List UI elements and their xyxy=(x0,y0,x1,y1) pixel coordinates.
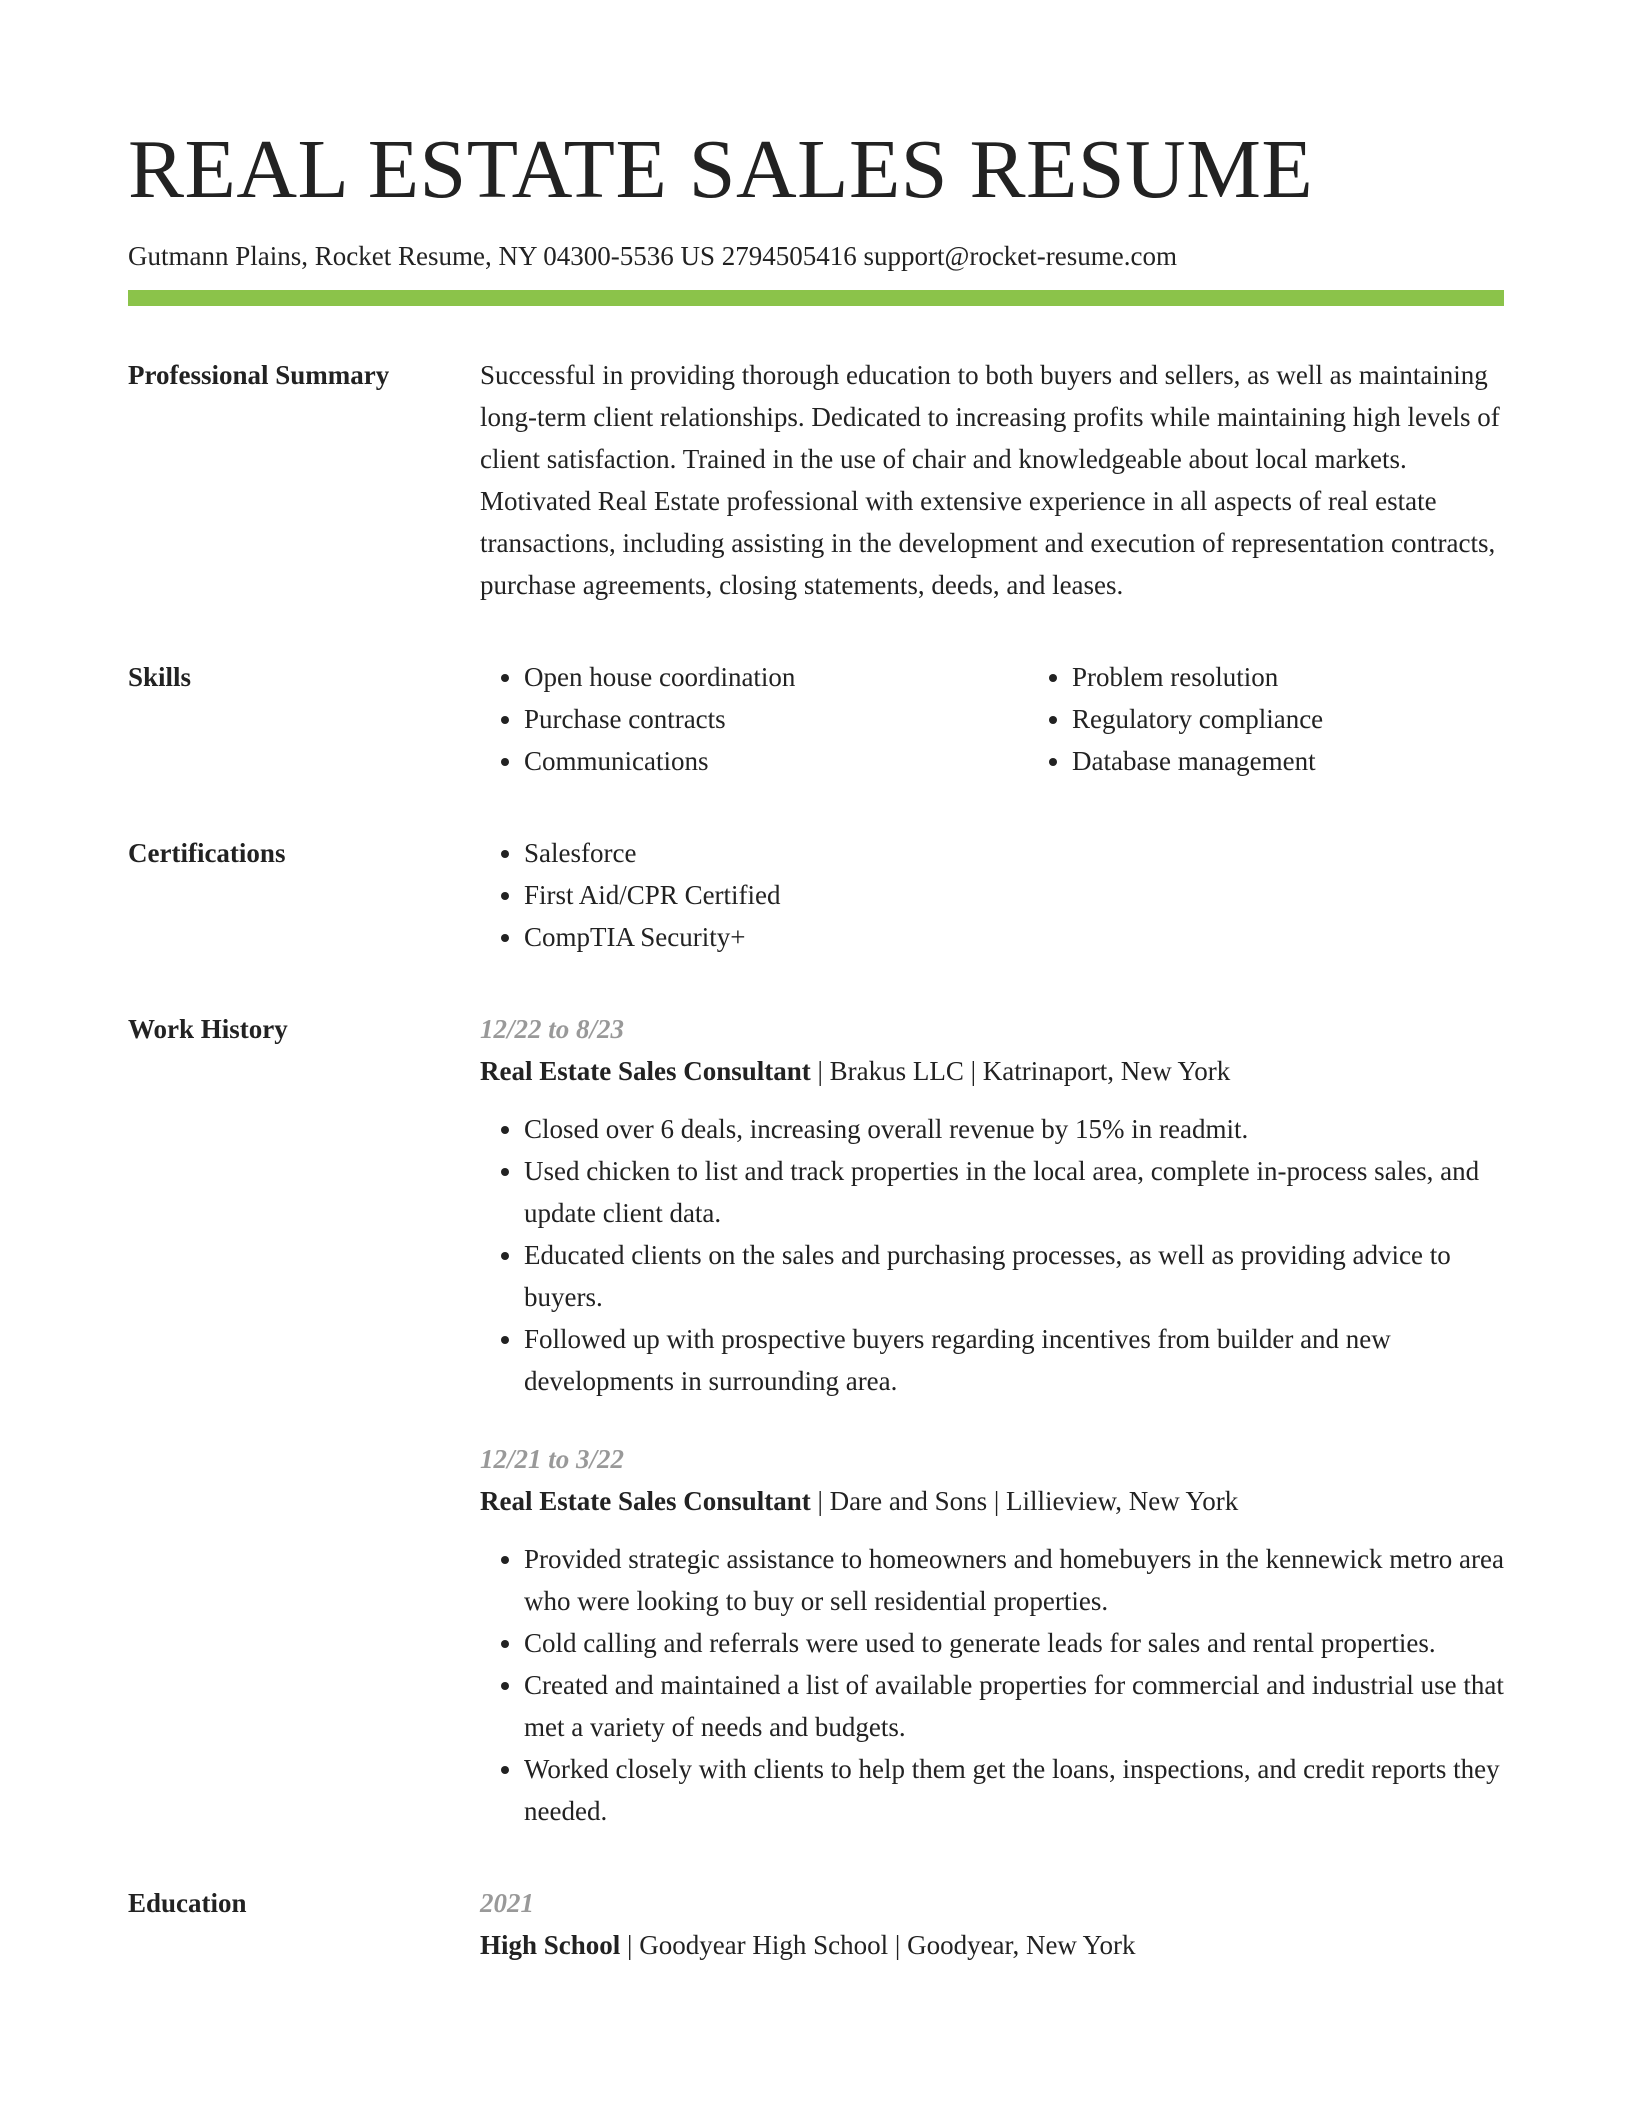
job-entry xyxy=(480,1008,1504,1402)
resume-title: REAL ESTATE SALES RESUME xyxy=(128,123,1314,216)
job-details: | Brakus LLC | Katrinaport, New York xyxy=(810,1056,1231,1087)
job-bullet: • Followed up with prospective buyers regarding incentives from builder and new developments in surrounding area. xyxy=(524,1318,1504,1402)
skills-label: Skills xyxy=(128,662,192,693)
job-bullet: • Created and maintained a list of available properties for commercial and industrial use that met a variety of needs and budgets. xyxy=(524,1664,1504,1748)
resume-page xyxy=(128,118,1504,1966)
summary-label: Professional Summary xyxy=(128,360,390,391)
skill-item: • Open house coordination xyxy=(524,656,1028,698)
certification-item: • First Aid/CPR Certified xyxy=(524,874,1504,916)
skill-item: • Purchase contracts xyxy=(524,698,1028,740)
accent-divider xyxy=(128,290,1504,306)
job-bullet: • Worked closely with clients to help them get the loans, inspections, and credit reports they needed. xyxy=(524,1748,1504,1832)
skill-item: • Database management xyxy=(1072,740,1576,782)
skill-item: • Communications xyxy=(524,740,1028,782)
job-bullet: • Used chicken to list and track properties in the local area, complete in-process sales, and update client data. xyxy=(524,1150,1504,1234)
job-bullet: • Cold calling and referrals were used to generate leads for sales and rental properties. xyxy=(524,1622,1504,1664)
skill-item: • Regulatory compliance xyxy=(1072,698,1576,740)
education-degree: High School xyxy=(480,1930,621,1961)
summary-text: Successful in providing thorough education to both buyers and sellers, as well as maintaining long-term client relationships. Dedicated to increasing profits while maintaining high levels of client satisfaction. Trained in the use of chair and knowledgeable about local markets. Motivated Real Estate professional with extensive experience in all aspects of real estate transactions, including assisting in the development and execution of representation contracts, purchase agreements, closing statements, deeds, and leases. xyxy=(480,360,1500,601)
job-bullet: • Closed over 6 deals, increasing overall revenue by 15% in readmit. xyxy=(524,1108,1504,1150)
education-details: | Goodyear High School | Goodyear, New York xyxy=(620,1930,1136,1961)
skills-section xyxy=(128,656,1504,782)
job-bullet: • Educated clients on the sales and purchasing processes, as well as providing advice to buyers. xyxy=(524,1234,1504,1318)
job-bullets xyxy=(480,1108,1504,1402)
job-heading xyxy=(480,1050,1504,1092)
education-label: Education xyxy=(128,1888,247,1919)
skill-item: • Problem resolution xyxy=(1072,656,1576,698)
work-history-section xyxy=(128,1008,1504,1832)
contact-line: Gutmann Plains, Rocket Resume, NY 04300-5536 US 2794505416 support@rocket-resume.com xyxy=(128,241,1177,271)
job-entry xyxy=(480,1438,1504,1832)
education-heading xyxy=(480,1924,1504,1966)
education-year: 2021 xyxy=(480,1888,534,1919)
work-history-label: Work History xyxy=(128,1014,288,1045)
summary-section xyxy=(128,354,1504,606)
job-dates: 12/21 to 3/22 xyxy=(480,1444,625,1475)
education-section xyxy=(128,1882,1504,1966)
skills-list-left xyxy=(480,656,1028,782)
certification-item: • Salesforce xyxy=(524,832,1504,874)
job-title: Real Estate Sales Consultant xyxy=(480,1056,811,1087)
certifications-list xyxy=(480,832,1504,958)
job-heading xyxy=(480,1480,1504,1522)
job-title: Real Estate Sales Consultant xyxy=(480,1486,811,1517)
certification-item: • CompTIA Security+ xyxy=(524,916,1504,958)
job-bullet: • Provided strategic assistance to homeowners and homebuyers in the kennewick metro area who were looking to buy or sell residential properties. xyxy=(524,1538,1504,1622)
skills-list-right xyxy=(1028,656,1576,782)
certifications-section xyxy=(128,832,1504,958)
job-details: | Dare and Sons | Lillieview, New York xyxy=(810,1486,1239,1517)
job-bullets xyxy=(480,1538,1504,1832)
certifications-label: Certifications xyxy=(128,838,286,869)
job-dates: 12/22 to 8/23 xyxy=(480,1014,625,1045)
